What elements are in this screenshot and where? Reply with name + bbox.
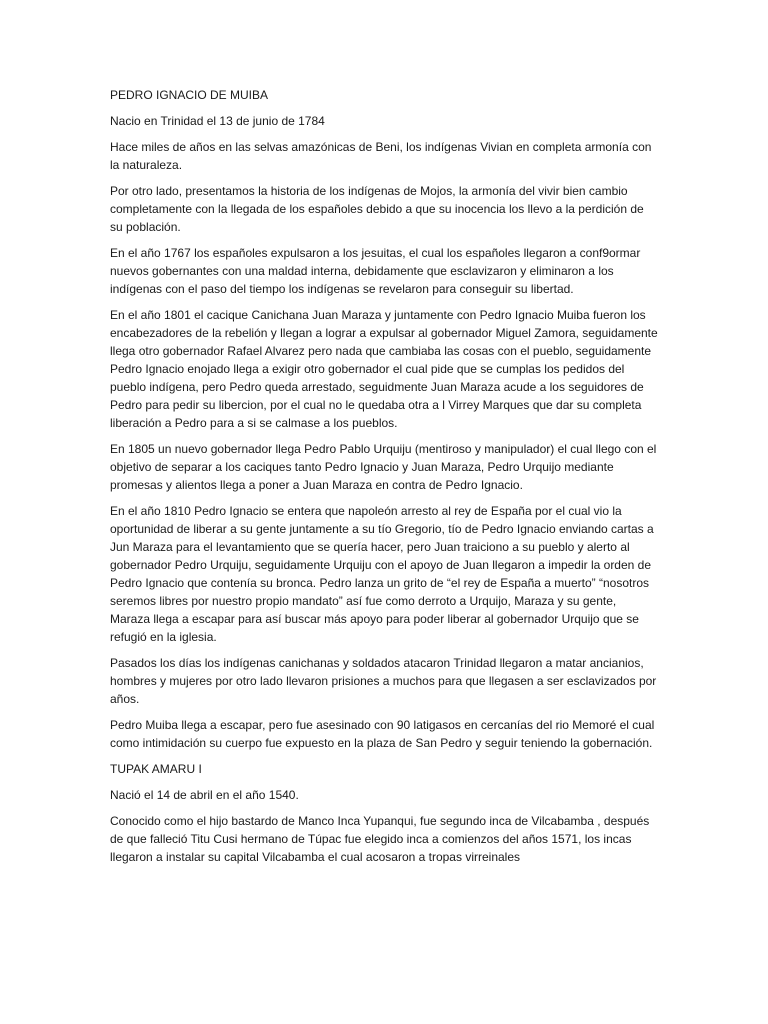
paragraph: En el año 1767 los españoles expulsaron a los jesuitas, el cual los españoles llegaron a conf9ormar nuevos gobernantes con una maldad interna, debidamente que esclavizaron y eliminaron a los indígenas con el paso del tiempo los indígenas se revelaron para conseguir su libertad.: [110, 246, 641, 296]
paragraph-birth-muiba: Nacio en Trinidad el 13 de junio de 1784: [110, 114, 325, 128]
paragraph: En el año 1801 el cacique Canichana Juan Maraza y juntamente con Pedro Ignacio Muiba fueron los encabezadores de la rebelión y llegan a lograr a expulsar al gobernador Miguel Zamora, seguidamente llega otro gobernador Rafael Alvarez pero nada que cambiaba las cosas con el pueblo, seguidamente Pedro Ignacio enojado llega a exigir otro gobernador el cual pide que se cumplas los pedidos del pueblo indígena, pero Pedro queda arrestado, seguidmente Juan Maraza acude a los seguidores de Pedro para pedir su libercion, por el cual no le quedaba otra a l Virrey Marques que dar su completa liberación a Pedro para a si se calmase a los pueblos.: [110, 308, 658, 430]
paragraph: Conocido como el hijo bastardo de Manco Inca Yupanqui, fue segundo inca de Vilcabamba , después de que falleció Titu Cusi hermano de Túpac fue elegido inca a comienzos del años 1571, los incas llegaron a instalar su capital Vilcabamba el cual acosaron a tropas virreinales: [110, 814, 650, 864]
paragraph: En el año 1810 Pedro Ignacio se entera que napoleón arresto al rey de España por el cual vio la oportunidad de liberar a su gente juntamente a su tío Gregorio, tío de Pedro Ignacio enviando cartas a Jun Maraza para el levantamiento que se quería hacer, pero Juan traiciono a su pueblo y alerto al gobernador Pedro Urquiju, seguidamente Urquiju con el apoyo de Juan llegaron a impedir la orden de Pedro Ignacio que contenía su bronca. Pedro lanza un grito de “el rey de España a muerto” “nosotros seremos libres por nuestro propio mandato” así fue como derroto a Urquijo, Maraza y su gente, Maraza llega a escapar para así buscar más apoyo para poder liberar al gobernador Urquijo que se refugió en la iglesia.: [110, 504, 654, 644]
paragraph-birth-tupak: Nació el 14 de abril en el año 1540.: [110, 788, 299, 802]
paragraph: Hace miles de años en las selvas amazónicas de Beni, los indígenas Vivian en completa armonía con la naturaleza.: [110, 140, 652, 172]
section-heading-tupak-amaru: TUPAK AMARU I: [110, 762, 202, 776]
document-body: [110, 86, 658, 874]
paragraph: Por otro lado, presentamos la historia de los indígenas de Mojos, la armonía del vivir bien cambio completamente con la llegada de los españoles debido a que su inocencia los llevo a la perdición de su población.: [110, 184, 644, 234]
section-heading-muiba: PEDRO IGNACIO DE MUIBA: [110, 88, 269, 102]
paragraph: Pasados los días los indígenas canichanas y soldados atacaron Trinidad llegaron a matar ancianios, hombres y mujeres por otro lado llevaron prisiones a muchos para que llegasen a ser esclavizados por años.: [110, 656, 657, 706]
paragraph: En 1805 un nuevo gobernador llega Pedro Pablo Urquiju (mentiroso y manipulador) el cual llego con el objetivo de separar a los caciques tanto Pedro Ignacio y Juan Maraza, Pedro Urquijo mediante promesas y alientos llega a poner a Juan Maraza en contra de Pedro Ignacio.: [110, 442, 657, 492]
paragraph: Pedro Muiba llega a escapar, pero fue asesinado con 90 latigasos en cercanías del rio Memoré el cual como intimidación su cuerpo fue expuesto en la plaza de San Pedro y seguir teniendo la gobernación.: [110, 718, 655, 750]
